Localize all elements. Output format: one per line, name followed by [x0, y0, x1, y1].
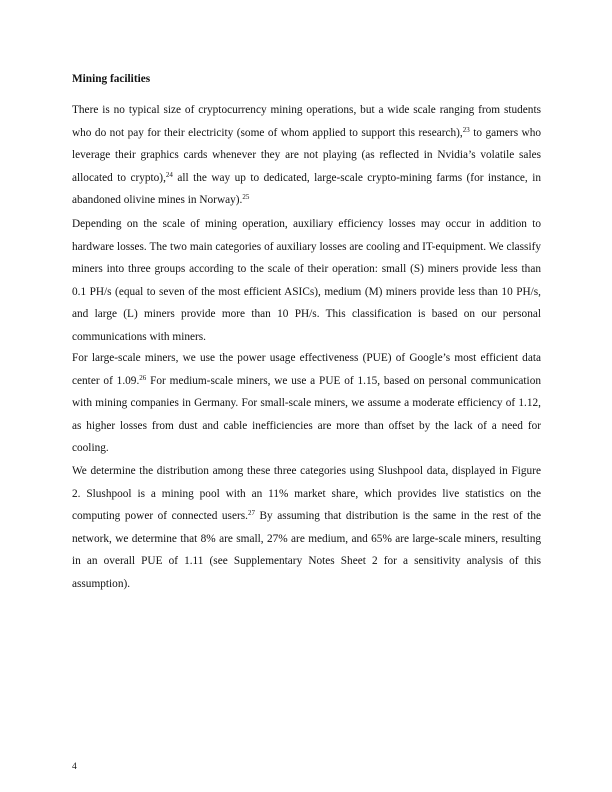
footnote-ref[interactable]: 24: [165, 170, 173, 179]
paragraph-text: We determine the distribution among these three categories using Slushpool data, displayed in Figure 2. Slushpool is a mining pool with an 11% market share, which provides live statistics on the computing power of connected users.: [72, 465, 541, 522]
paragraph-text: For large-scale miners, we use the power usage effectiveness (PUE) of Google’s most efficient data center of 1.09.: [72, 352, 541, 387]
footnote-ref[interactable]: 26: [139, 373, 147, 382]
footnote-ref[interactable]: 23: [462, 125, 470, 134]
paragraph-pue-values: [72, 347, 541, 460]
footnote-ref[interactable]: 25: [242, 193, 250, 201]
paragraph-text: all the way up to dedicated, large-scale crypto-mining farms (for instance, in abandoned olivine mines in Norway).: [72, 171, 541, 206]
page-number: 4: [72, 762, 77, 772]
paragraph-mining-scale: [72, 99, 541, 212]
paragraph-text: There is no typical size of cryptocurrency mining operations, but a wide scale ranging from students who do not pay for their electricity (some of whom applied to support this research),: [72, 104, 541, 139]
section-heading: Mining facilities: [72, 73, 151, 85]
paragraph-auxiliary-losses: [72, 213, 541, 348]
paragraph-text: to gamers who leverage their graphics cards whenever they are not playing (as reflected in Nvidia’s volatile sales allocated to crypto),: [72, 126, 542, 184]
paragraph-distribution: [72, 460, 541, 595]
paragraph-text: For medium-scale miners, we use a PUE of 1.15, based on personal communication with mining companies in Germany. For small-scale miners, we assume a moderate efficiency of 1.12, as higher losses from dust and cable inefficiencies are more than offset by the lack of a need for cooling.: [72, 374, 541, 454]
paragraph-text: By assuming that distribution is the same in the rest of the network, we determine that 8% are small, 27% are medium, and 65% are large-scale miners, resulting in an overall PUE of 1.11 (see Supplementary Notes Sheet 2 for a sensitivity analysis of this assumption).: [72, 510, 541, 590]
paragraph-text: Depending on the scale of mining operation, auxiliary efficiency losses may occur in addition to hardware losses. The two main categories of auxiliary losses are cooling and IT-equipment. We classify miners into three groups according to the scale of their operation: small (S) miners provide less than 0.1 PH/s (equal to seven of the most efficient ASICs), medium (M) miners provide less than 10 PH/s, and large (L) miners provide more than 10 PH/s. This classification is based on our personal communications with miners.: [72, 218, 541, 343]
footnote-ref[interactable]: 27: [247, 509, 255, 517]
